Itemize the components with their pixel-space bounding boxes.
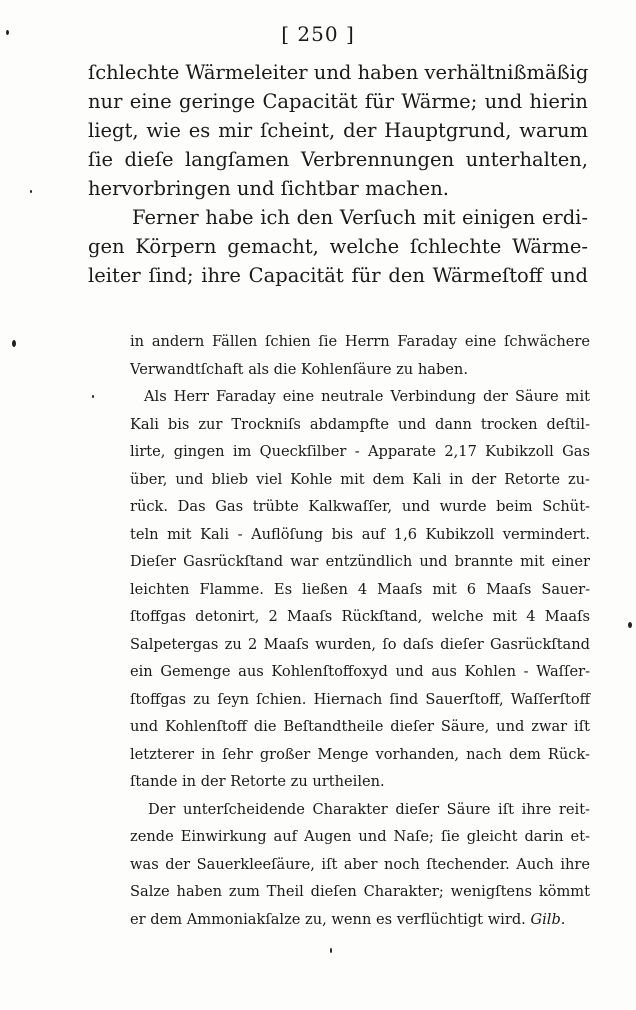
footnote-line: leichten Flamme. Es ließen 4 Maaſs mit 6 Maaſs Sauer- — [130, 580, 590, 598]
footnote-line: Verwandtſchaft als die Kohlenſäure zu haben. — [130, 360, 468, 378]
scan-speck — [12, 340, 16, 347]
footnote-line: ſtoffgas zu ſeyn ſchien. Hiernach ſind Sauerſtoff, Waſſerſtoff — [130, 690, 590, 708]
footnote-line: ein Gemenge aus Kohlenſtoffoxyd und aus Kohlen - Waſſer- — [130, 663, 590, 680]
footnote-line: und Kohlenſtoff die Beſtandtheile dieſer Säure, und zwar iſt — [130, 718, 590, 735]
footnote-line: teln mit Kali - Auflöſung bis auf 1,6 Kubikzoll vermindert. — [130, 525, 590, 543]
footnote-signature: Gilb. — [530, 910, 566, 928]
footnote-line: Als Herr Faraday eine neutrale Verbindung der Säure mit — [144, 388, 590, 405]
footnote-line: Kali bis zur Trockniſs abdampfte und dann trocken deſtil- — [130, 415, 590, 433]
main-text-line: leiter ſind; ihre Capacität für den Wärmeſtoff und — [88, 264, 588, 287]
footnote-line: ſtande in der Retorte zu urtheilen. — [130, 773, 385, 790]
main-text-line: Ferner habe ich den Verſuch mit einigen erdi- — [132, 206, 588, 229]
scan-speck — [330, 948, 332, 953]
footnote-line: lirte, gingen im Queckſilber - Apparate 2,17 Kubikzoll Gas — [130, 443, 590, 460]
main-text-block — [88, 58, 588, 290]
page-number: [ 250 ] — [281, 22, 355, 46]
footnote-block — [130, 328, 590, 933]
main-text-line: hervorbringen und ſichtbar machen. — [88, 177, 449, 200]
main-text-line: gen Körpern gemacht, welche ſchlechte Wärme- — [88, 235, 588, 258]
main-text-line: liegt, wie es mir ſcheint, der Hauptgrund, warum — [88, 119, 588, 142]
scan-speck — [92, 395, 94, 398]
footnote-line: Der unterſcheidende Charakter dieſer Säure iſt ihre reit- — [148, 800, 590, 818]
footnote-line: Dieſer Gasrückſtand war entzündlich und brannte mit einer — [130, 553, 590, 570]
footnote-line: rück. Das Gas trübte Kalkwaſſer, und wurde beim Schüt- — [130, 498, 590, 515]
footnote-line: letzterer in ſehr großer Menge vorhanden, nach dem Rück- — [130, 745, 590, 763]
scan-speck — [30, 190, 32, 193]
footnote-line: was der Sauerkleeſäure, iſt aber noch ſtechender. Auch ihre — [130, 855, 590, 873]
scan-speck — [6, 30, 9, 35]
footnote-line: Salze haben zum Theil dieſen Charakter; wenigſtens kömmt — [130, 883, 590, 900]
main-text-line: nur eine geringe Capacität für Wärme; und hierin — [88, 90, 588, 113]
footnote-line: ſtoffgas detonirt, 2 Maaſs Rückſtand, welche mit 4 Maaſs — [130, 608, 590, 625]
footnote-line: über, und blieb viel Kohle mit dem Kali in der Retorte zu- — [130, 470, 590, 488]
footnote-last-text: er dem Ammoniakſalze zu, wenn es verflüchtigt wird. — [130, 910, 526, 928]
main-text-line: ſie dieſe langſamen Verbrennungen unterhalten, — [88, 148, 588, 171]
scan-speck — [628, 622, 632, 628]
footnote-line: in andern Fällen ſchien ſie Herrn Faraday eine ſchwächere — [130, 333, 590, 350]
footnote-line: zende Einwirkung auf Augen und Naſe; ſie gleicht darin et- — [130, 828, 590, 845]
footnote-line: Salpetergas zu 2 Maaſs wurden, ſo daſs dieſer Gasrückſtand — [130, 635, 590, 653]
footnote-line — [130, 906, 590, 934]
main-text-line: ſchlechte Wärmeleiter und haben verhältnißmäßig — [88, 61, 589, 84]
